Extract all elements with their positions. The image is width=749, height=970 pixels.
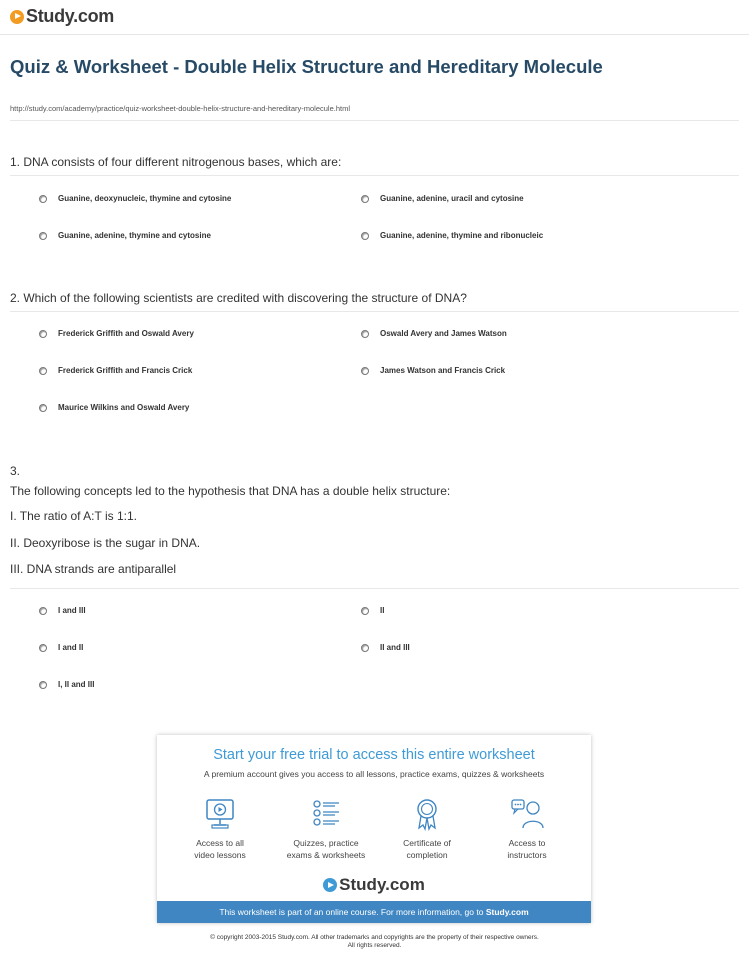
- divider: [10, 588, 739, 589]
- promo-study-logo[interactable]: [157, 875, 591, 895]
- option-label: James Watson and Francis Crick: [380, 366, 506, 375]
- page-url[interactable]: http://study.com/academy/practice/quiz-worksheet-double-helix-structure-and-hereditary-molecule.html: [10, 104, 351, 113]
- radio-button[interactable]: [39, 195, 47, 203]
- q3-option-5[interactable]: [39, 680, 94, 689]
- question-3-statement-1: I. The ratio of A:T is 1:1.: [10, 509, 137, 523]
- radio-button[interactable]: [361, 195, 369, 203]
- divider: [10, 311, 739, 312]
- header-divider: [0, 34, 749, 35]
- q1-option-2[interactable]: [361, 194, 524, 203]
- q1-option-1[interactable]: [39, 194, 231, 203]
- q3-option-3[interactable]: [39, 643, 83, 652]
- banner-text: This worksheet is part of an online course. For more information, go to: [219, 907, 484, 917]
- copyright-text: © copyright 2003-2015 Study.com. All other trademarks and copyrights are the property of their respective owners.: [210, 934, 539, 941]
- radio-button[interactable]: [39, 644, 47, 652]
- option-label: Guanine, adenine, thymine and ribonucleic: [380, 231, 544, 240]
- free-trial-promo[interactable]: [157, 735, 591, 923]
- option-label: I and II: [58, 643, 84, 652]
- feature-label: Access to instructors: [507, 838, 547, 860]
- option-label: Guanine, deoxynucleic, thymine and cytosine: [58, 194, 232, 203]
- brand-name: Study.com: [26, 6, 114, 26]
- radio-button[interactable]: [361, 367, 369, 375]
- radio-button[interactable]: [39, 681, 47, 689]
- certificate-icon: [410, 797, 444, 831]
- course-banner[interactable]: [157, 901, 591, 923]
- q2-option-2[interactable]: [361, 329, 507, 338]
- banner-link[interactable]: Study.com: [485, 907, 529, 917]
- feature-video-lessons: [170, 797, 270, 861]
- feature-label: Quizzes, practice exams & worksheets: [286, 838, 366, 860]
- radio-button[interactable]: [39, 330, 47, 338]
- question-3-number: 3.: [10, 464, 21, 478]
- q3-option-1[interactable]: [39, 606, 86, 615]
- option-label: Frederick Griffith and Oswald Avery: [58, 329, 194, 338]
- option-label: II and III: [380, 643, 410, 652]
- question-2-text: 2. Which of the following scientists are credited with discovering the structure of DNA?: [10, 291, 467, 305]
- option-label: Guanine, adenine, uracil and cytosine: [380, 194, 524, 203]
- feature-label: Certificate of completion: [403, 838, 451, 860]
- q3-option-2[interactable]: [361, 606, 384, 615]
- q2-option-1[interactable]: [39, 329, 194, 338]
- question-3-text: The following concepts led to the hypothesis that DNA has a double helix structure:: [10, 484, 451, 498]
- page-title: Quiz & Worksheet - Double Helix Structure and Hereditary Molecule: [10, 56, 603, 77]
- q3-option-4[interactable]: [361, 643, 410, 652]
- option-label: Frederick Griffith and Francis Crick: [58, 366, 193, 375]
- radio-button[interactable]: [39, 404, 47, 412]
- divider: [10, 175, 739, 176]
- rights-text: All rights reserved.: [347, 942, 402, 949]
- q2-option-3[interactable]: [39, 366, 192, 375]
- option-label: II: [380, 606, 385, 615]
- radio-button[interactable]: [361, 232, 369, 240]
- radio-button[interactable]: [361, 330, 369, 338]
- option-label: I and III: [58, 606, 86, 615]
- radio-button[interactable]: [361, 607, 369, 615]
- radio-button[interactable]: [361, 644, 369, 652]
- feature-label: Access to all video lessons: [194, 838, 246, 860]
- video-lesson-icon: [203, 797, 237, 831]
- radio-button[interactable]: [39, 367, 47, 375]
- q2-option-5[interactable]: [39, 403, 189, 412]
- question-3-statement-2: II. Deoxyribose is the sugar in DNA.: [10, 536, 201, 550]
- option-label: I, II and III: [58, 680, 95, 689]
- q1-option-4[interactable]: [361, 231, 543, 240]
- play-logo-icon: [323, 878, 337, 892]
- feature-quizzes: [276, 797, 376, 861]
- instructor-chat-icon: [510, 797, 544, 831]
- play-logo-icon: [10, 10, 24, 24]
- feature-instructors: [477, 797, 577, 861]
- question-1-text: 1. DNA consists of four different nitrogenous bases, which are:: [10, 155, 342, 169]
- question-3-statement-3: III. DNA strands are antiparallel: [10, 562, 177, 576]
- radio-button[interactable]: [39, 607, 47, 615]
- promo-brand-name: Study.com: [339, 875, 425, 894]
- q1-option-3[interactable]: [39, 231, 211, 240]
- study-logo[interactable]: [10, 6, 114, 27]
- promo-subtext: A premium account gives you access to all lessons, practice exams, quizzes & worksheets: [203, 769, 545, 779]
- checklist-icon: [309, 797, 343, 831]
- radio-button[interactable]: [39, 232, 47, 240]
- option-label: Oswald Avery and James Watson: [380, 329, 507, 338]
- divider: [10, 120, 739, 121]
- feature-certificate: [377, 797, 477, 861]
- promo-headline[interactable]: Start your free trial to access this entire worksheet: [213, 747, 535, 763]
- copyright-footer: [0, 934, 749, 950]
- q2-option-4[interactable]: [361, 366, 505, 375]
- option-label: Guanine, adenine, thymine and cytosine: [58, 231, 211, 240]
- option-label: Maurice Wilkins and Oswald Avery: [58, 403, 190, 412]
